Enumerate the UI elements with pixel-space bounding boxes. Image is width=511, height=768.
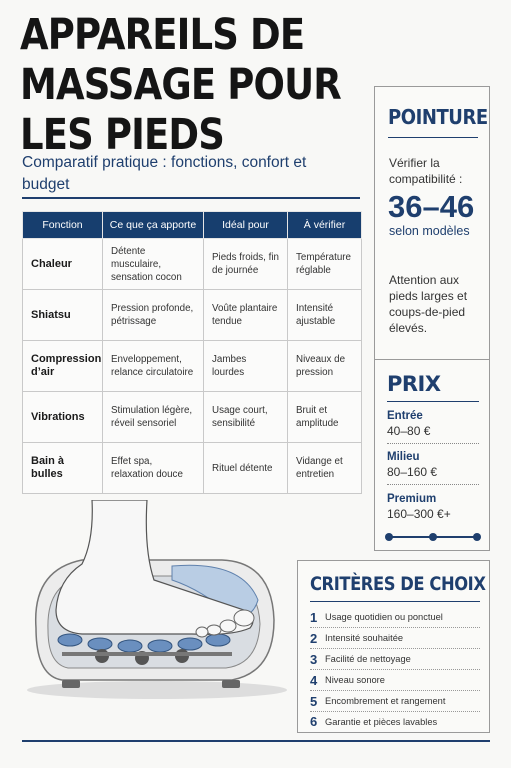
price-tier-value: 80–160 € (387, 465, 438, 479)
table-cell: Détente musculaire, sensation cocon (103, 239, 204, 290)
criteria-label: Encombrement et rangement (325, 696, 446, 706)
price-scale-line (387, 536, 479, 538)
function-comparison-table (22, 211, 362, 494)
prix-panel (374, 359, 490, 551)
criteria-label: Intensité souhaitée (325, 633, 404, 643)
table-row (23, 392, 362, 443)
criteria-number: 1 (310, 609, 318, 625)
criteres-title: CRITÈRES DE CHOIX (310, 573, 486, 595)
table-row (23, 239, 362, 290)
table-row (23, 290, 362, 341)
table-cell: Usage court, sensibilité (204, 392, 288, 443)
pointure-panel (374, 86, 490, 378)
list-item (310, 607, 480, 628)
column-header: Ce que ça apporte (103, 212, 204, 239)
price-tier-milieu (387, 451, 479, 485)
price-tier-entree (387, 410, 479, 444)
price-tier-label: Milieu (387, 451, 420, 463)
machine-foot-shape (222, 680, 240, 688)
table-cell: Enveloppement, relance circulatoire (103, 341, 204, 392)
criteres-divider (310, 601, 480, 602)
criteria-label: Usage quotidien ou ponctuel (325, 612, 443, 622)
bottom-divider (22, 740, 490, 742)
criteres-panel (297, 560, 490, 733)
pointure-range: 36–46 (388, 189, 475, 224)
foot-massager-illustration (22, 500, 294, 705)
price-scale-dot (473, 533, 481, 541)
column-header: Idéal pour (204, 212, 288, 239)
table-cell: Température réglable (288, 239, 362, 290)
column-header: À vérifier (288, 212, 362, 239)
criteria-label: Niveau sonore (325, 675, 385, 685)
column-header: Fonction (23, 212, 103, 239)
criteria-number: 2 (310, 630, 318, 646)
pointure-check-text: Vérifier la compatibilité : (389, 156, 463, 186)
subtitle-divider (22, 197, 360, 199)
table-cell: Pression profonde, pétrissage (103, 290, 204, 341)
page-subtitle: Comparatif pratique : fonctions, confort et budget (22, 154, 307, 193)
price-tier-label: Premium (387, 493, 437, 505)
prix-divider (387, 401, 479, 402)
page-title (20, 10, 364, 160)
list-item (310, 628, 480, 649)
prix-title: PRIX (387, 372, 441, 396)
price-tier-premium (387, 493, 479, 526)
table-row (23, 341, 362, 392)
list-item (310, 691, 480, 712)
price-scale-dot (385, 533, 393, 541)
table-cell-function: Bain à bulles (23, 443, 103, 494)
table-cell: Niveaux de pression (288, 341, 362, 392)
list-item (310, 649, 480, 670)
pointure-range-note: selon modèles (389, 224, 470, 238)
criteria-number: 3 (310, 651, 318, 667)
table-cell: Jambes lourdes (204, 341, 288, 392)
table-cell: Pieds froids, fin de journée (204, 239, 288, 290)
pointure-divider (388, 137, 478, 138)
price-tier-label: Entrée (387, 410, 423, 422)
table-cell: Vidange et entretien (288, 443, 362, 494)
table-cell-function: Compression d’air (23, 341, 103, 392)
price-scale-dot (429, 533, 437, 541)
table-cell: Rituel détente (204, 443, 288, 494)
price-tier-value: 40–80 € (387, 424, 431, 438)
table-cell-function: Shiatsu (23, 290, 103, 341)
pointure-title: POINTURE (388, 105, 488, 129)
list-item (310, 711, 480, 732)
pointure-warning: Attention aux pieds larges et coups-de-pied élevés. (389, 273, 468, 335)
criteria-number: 4 (310, 672, 318, 688)
criteria-label: Garantie et pièces lavables (325, 716, 438, 727)
table-cell: Stimulation légère, réveil sensoriel (103, 392, 204, 443)
table-row (23, 443, 362, 494)
table-cell: Voûte plantaire tendue (204, 290, 288, 341)
price-tier-value: 160–300 €+ (387, 507, 451, 521)
machine-foot-shape (62, 680, 80, 688)
table-header-row (23, 212, 362, 239)
list-item (310, 670, 480, 691)
title-line-3: LES PIEDS (20, 110, 225, 160)
criteria-label: Facilité de nettoyage (325, 654, 411, 664)
title-line-1: APPAREILS DE (20, 10, 305, 60)
criteria-number: 5 (310, 693, 318, 709)
table-cell: Bruit et amplitude (288, 392, 362, 443)
table-cell: Intensité ajustable (288, 290, 362, 341)
title-line-2: MASSAGE POUR (20, 60, 341, 110)
table-cell-function: Chaleur (23, 239, 103, 290)
table-cell: Effet spa, relaxation douce (103, 443, 204, 494)
criteria-number: 6 (310, 714, 318, 729)
table-cell-function: Vibrations (23, 392, 103, 443)
